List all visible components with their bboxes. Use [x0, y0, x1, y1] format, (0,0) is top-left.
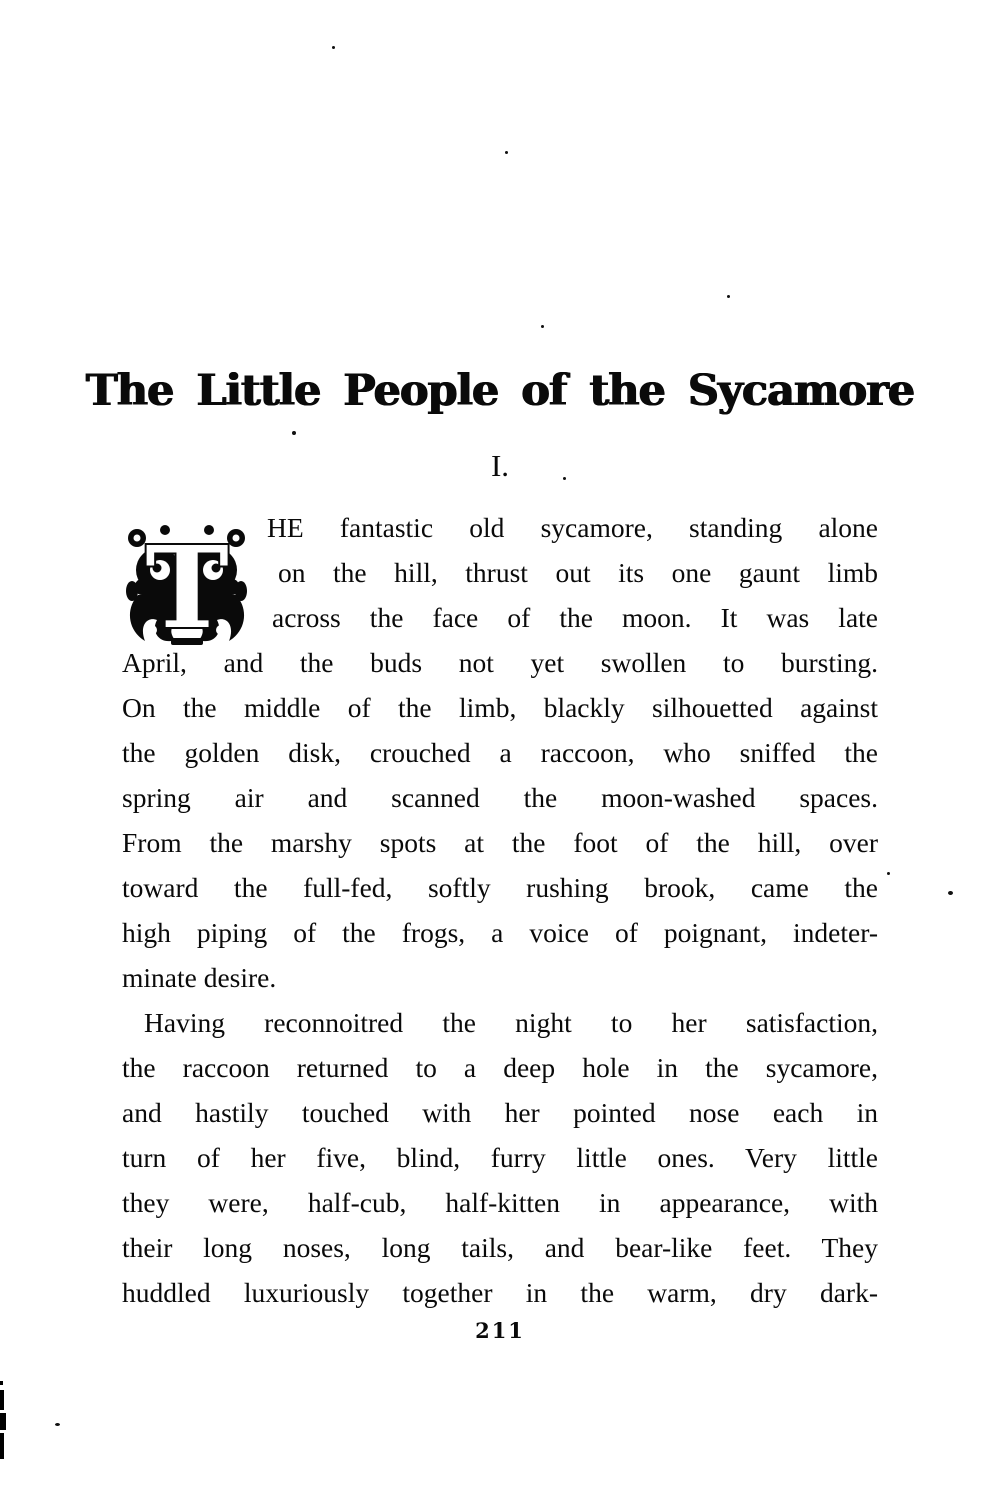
scan-edge-artifact	[0, 1390, 4, 1410]
text-line: From the marshy spots at the foot of the hill, over	[122, 827, 878, 858]
text-line: the raccoon returned to a deep hole in the sycamore,	[122, 1052, 878, 1083]
text-line: they were, half-cub, half-kitten in appearance, with	[122, 1187, 878, 1218]
text-line: On the middle of the limb, blackly silhouetted against	[122, 692, 878, 723]
scan-edge-artifact	[0, 1413, 6, 1430]
scan-speck	[55, 1423, 60, 1426]
page-title: The Little People of the Sycamore	[85, 366, 915, 416]
text-line: across the face of the moon. It was late	[272, 602, 878, 633]
text-line: huddled luxuriously together in the warm, dry dark-	[122, 1277, 878, 1308]
drop-cap-ornament	[123, 521, 251, 647]
text-line: the golden disk, crouched a raccoon, who sniffed the	[122, 737, 878, 768]
scan-edge-artifact	[0, 1433, 4, 1459]
scan-speck	[292, 431, 296, 435]
scan-speck	[541, 325, 544, 328]
page-number: 211	[475, 1318, 525, 1343]
text-line: on the hill, thrust out its one gaunt limb	[278, 557, 878, 588]
text-line: HE fantastic old sycamore, standing alone	[267, 512, 878, 543]
body-text	[122, 505, 878, 1315]
scan-edge-artifact	[0, 1381, 3, 1385]
drop-cap-letter: T	[145, 523, 229, 647]
scan-speck	[505, 151, 508, 154]
text-line: turn of her five, blind, furry little ones. Very little	[122, 1142, 878, 1173]
text-line: spring air and scanned the moon-washed spaces.	[122, 782, 878, 813]
text-line: their long noses, long tails, and bear-like feet. They	[122, 1232, 878, 1263]
scan-speck	[948, 891, 953, 895]
text-line: April, and the buds not yet swollen to bursting.	[122, 647, 878, 678]
scan-speck	[727, 295, 730, 298]
text-line: and hastily touched with her pointed nose each in	[122, 1097, 878, 1128]
scan-speck	[332, 46, 335, 49]
scan-speck	[563, 477, 566, 480]
text-line: Having reconnoitred the night to her satisfaction,	[144, 1007, 878, 1038]
section-number: I.	[490, 448, 510, 483]
text-line: toward the full-fed, softly rushing brook, came the	[122, 872, 878, 903]
text-line: high piping of the frogs, a voice of poignant, indeter-	[122, 917, 878, 948]
text-line: minate desire.	[122, 962, 277, 993]
scan-speck	[887, 872, 890, 875]
